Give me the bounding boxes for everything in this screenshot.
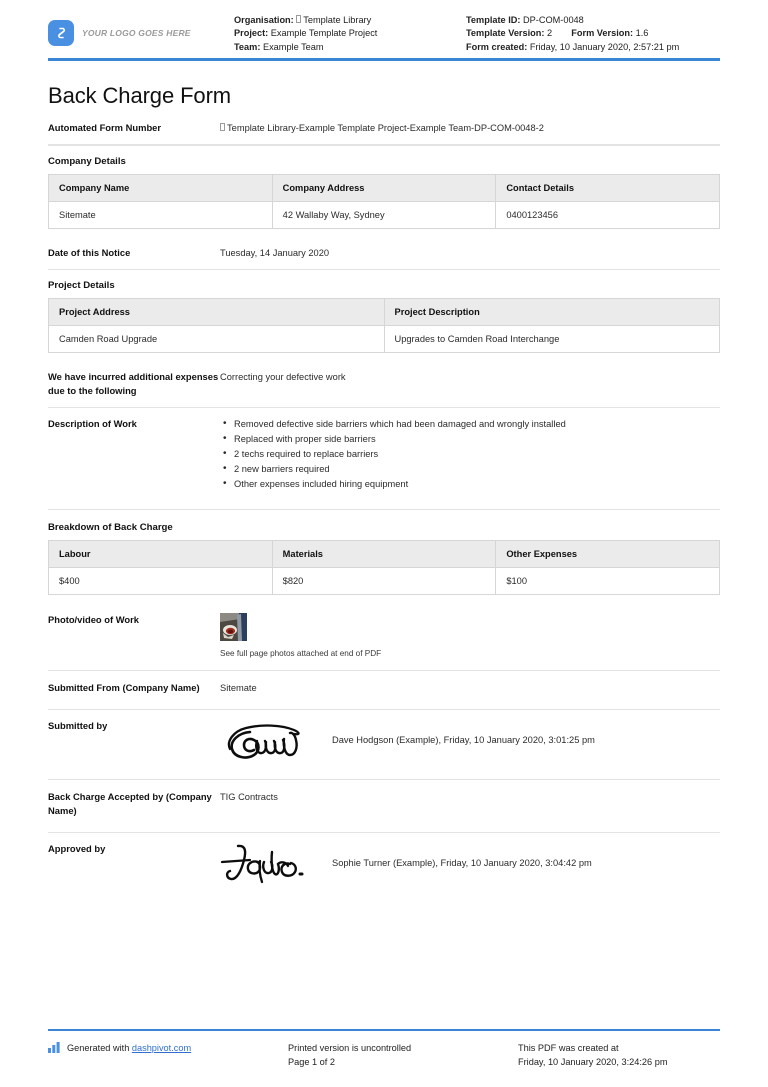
description-of-work-value bbox=[220, 417, 720, 493]
footer-created-label: This PDF was created at bbox=[518, 1043, 619, 1053]
table-row bbox=[49, 201, 720, 228]
approved-by-label: Approved by bbox=[48, 842, 106, 854]
footer-uncontrolled-text: Printed version is uncontrolled bbox=[288, 1043, 412, 1053]
template-version-label: Template Version: bbox=[466, 28, 545, 39]
automated-form-number-label: Automated Form Number bbox=[48, 121, 162, 133]
team-label: Team: bbox=[234, 41, 261, 52]
organisation-value: Template Library bbox=[303, 15, 372, 25]
column-header-project-address: Project Address bbox=[49, 298, 385, 325]
automated-form-number-value: Template Library-Example Template Project-Example Team-DP-COM-0048-2 bbox=[220, 121, 720, 135]
cell-project-description: Upgrades to Camden Road Interchange bbox=[384, 325, 720, 352]
photo-of-work-row bbox=[48, 603, 720, 671]
version-row bbox=[466, 27, 720, 40]
project-row bbox=[234, 27, 466, 40]
list-item: • Removed defective side barriers which had been damaged and wrongly installed bbox=[234, 417, 720, 432]
additional-expenses-value: Correcting your defective work bbox=[220, 371, 346, 382]
submitted-by-value: Dave Hodgson (Example), Friday, 10 January 2020, 3:01:25 pm bbox=[332, 734, 595, 745]
section-project-details-title: Project Details bbox=[48, 279, 115, 291]
project-details-table-wrap bbox=[48, 298, 720, 361]
submitted-by-row bbox=[48, 710, 720, 780]
company-details-table-wrap bbox=[48, 174, 720, 237]
footer-created-col bbox=[518, 1041, 720, 1069]
template-version-value: 2 bbox=[547, 28, 553, 39]
header-accent-rule bbox=[48, 58, 720, 61]
project-label: Project: bbox=[234, 28, 269, 39]
footer-columns bbox=[48, 1041, 720, 1069]
form-created-value: Friday, 10 January 2020, 2:57:21 pm bbox=[529, 41, 680, 52]
list-item: • 2 new barriers required bbox=[234, 462, 720, 477]
header-meta-right bbox=[466, 14, 720, 54]
description-of-work-row bbox=[48, 408, 720, 510]
column-header-labour: Labour bbox=[49, 540, 273, 567]
cell-project-address: Camden Road Upgrade bbox=[49, 325, 385, 352]
form-version-label: Form Version: bbox=[571, 28, 634, 39]
bar-chart-icon bbox=[48, 1041, 61, 1057]
column-header-company-address: Company Address bbox=[272, 174, 496, 201]
cell-company-address: 42 Wallaby Way, Sydney bbox=[272, 201, 496, 228]
table-header-row bbox=[49, 298, 720, 325]
column-header-other-expenses: Other Expenses bbox=[496, 540, 720, 567]
list-item: • Replaced with proper side barriers bbox=[234, 432, 720, 447]
breakdown-table bbox=[48, 540, 720, 595]
breakdown-table-wrap bbox=[48, 540, 720, 603]
automated-form-number-row bbox=[48, 109, 720, 145]
submitted-by-label: Submitted by bbox=[48, 719, 108, 731]
logo-text: YOUR LOGO GOES HERE bbox=[82, 28, 191, 38]
list-item: • 2 techs required to replace barriers bbox=[234, 447, 720, 462]
approved-by-signature-image bbox=[220, 842, 332, 891]
team-row bbox=[234, 41, 466, 54]
cell-company-name: Sitemate bbox=[49, 201, 273, 228]
template-id-value: DP-COM-0048 bbox=[523, 15, 584, 25]
company-logo-icon bbox=[48, 20, 74, 46]
organisation-row bbox=[234, 14, 466, 27]
photo-of-work-label: Photo/video of Work bbox=[48, 613, 139, 625]
date-of-notice-value: Tuesday, 14 January 2020 bbox=[220, 247, 330, 258]
submitted-from-row bbox=[48, 671, 720, 710]
column-header-contact-details: Contact Details bbox=[496, 174, 720, 201]
column-header-company-name: Company Name bbox=[49, 174, 273, 201]
accepted-by-value: TIG Contracts bbox=[220, 791, 278, 802]
project-value: Example Template Project bbox=[270, 28, 378, 39]
section-breakdown-title: Breakdown of Back Charge bbox=[48, 521, 173, 533]
date-of-notice-row bbox=[48, 237, 720, 270]
description-of-work-label: Description of Work bbox=[48, 417, 137, 429]
column-header-materials: Materials bbox=[272, 540, 496, 567]
footer-uncontrolled-col bbox=[288, 1041, 518, 1069]
approved-by-value: Sophie Turner (Example), Friday, 10 January 2020, 3:04:42 pm bbox=[332, 857, 592, 868]
footer-page-number: Page 1 of 2 bbox=[288, 1057, 335, 1067]
document-footer bbox=[48, 1029, 720, 1069]
photo-thumbnail[interactable] bbox=[220, 613, 247, 641]
organisation-label: Organisation: bbox=[234, 15, 294, 25]
placeholder-glyph-icon bbox=[296, 15, 301, 23]
description-of-work-list bbox=[220, 417, 720, 493]
section-company-details-title: Company Details bbox=[48, 145, 720, 174]
table-header-row bbox=[49, 174, 720, 201]
accepted-by-row bbox=[48, 780, 720, 833]
photo-caption: See full page photos attached at end of PDF bbox=[220, 648, 382, 658]
table-row bbox=[49, 567, 720, 594]
project-details-table bbox=[48, 298, 720, 353]
company-details-table bbox=[48, 174, 720, 229]
additional-expenses-label: We have incurred additional expenses due to the following bbox=[48, 370, 219, 396]
cell-materials: $820 bbox=[272, 567, 496, 594]
dashpivot-link[interactable]: dashpivot.com bbox=[131, 1043, 192, 1053]
team-value: Example Team bbox=[262, 41, 324, 52]
column-header-project-description: Project Description bbox=[384, 298, 720, 325]
date-of-notice-label: Date of this Notice bbox=[48, 246, 131, 258]
footer-generated-text: Generated with dashpivot.com bbox=[67, 1043, 192, 1053]
form-created-row bbox=[466, 41, 720, 54]
photo-of-work-value bbox=[220, 613, 720, 660]
placeholder-glyph-icon bbox=[220, 123, 225, 131]
cell-labour: $400 bbox=[49, 567, 273, 594]
logo-block bbox=[48, 14, 234, 46]
header-meta-left bbox=[234, 14, 466, 54]
footer-accent-rule bbox=[48, 1029, 720, 1031]
footer-created-value: Friday, 10 January 2020, 3:24:26 pm bbox=[518, 1057, 668, 1067]
cell-contact-details: 0400123456 bbox=[496, 201, 720, 228]
list-item: • Other expenses included hiring equipment bbox=[234, 477, 720, 492]
accepted-by-label: Back Charge Accepted by (Company Name) bbox=[48, 790, 212, 816]
form-version-value: 1.6 bbox=[635, 28, 649, 39]
page-title: Back Charge Form bbox=[48, 82, 232, 108]
table-header-row bbox=[49, 540, 720, 567]
cell-other-expenses: $100 bbox=[496, 567, 720, 594]
template-id-label: Template ID: bbox=[466, 15, 521, 25]
document-header bbox=[48, 0, 720, 52]
table-row bbox=[49, 325, 720, 352]
footer-generated-col bbox=[48, 1041, 288, 1069]
form-created-label: Form created: bbox=[466, 41, 528, 52]
submitted-from-value: Sitemate bbox=[220, 682, 257, 693]
approved-by-row bbox=[48, 833, 720, 900]
template-id-row bbox=[466, 14, 720, 27]
submitted-by-signature-image bbox=[220, 719, 332, 770]
additional-expenses-row bbox=[48, 361, 720, 408]
submitted-from-label: Submitted From (Company Name) bbox=[48, 681, 200, 693]
